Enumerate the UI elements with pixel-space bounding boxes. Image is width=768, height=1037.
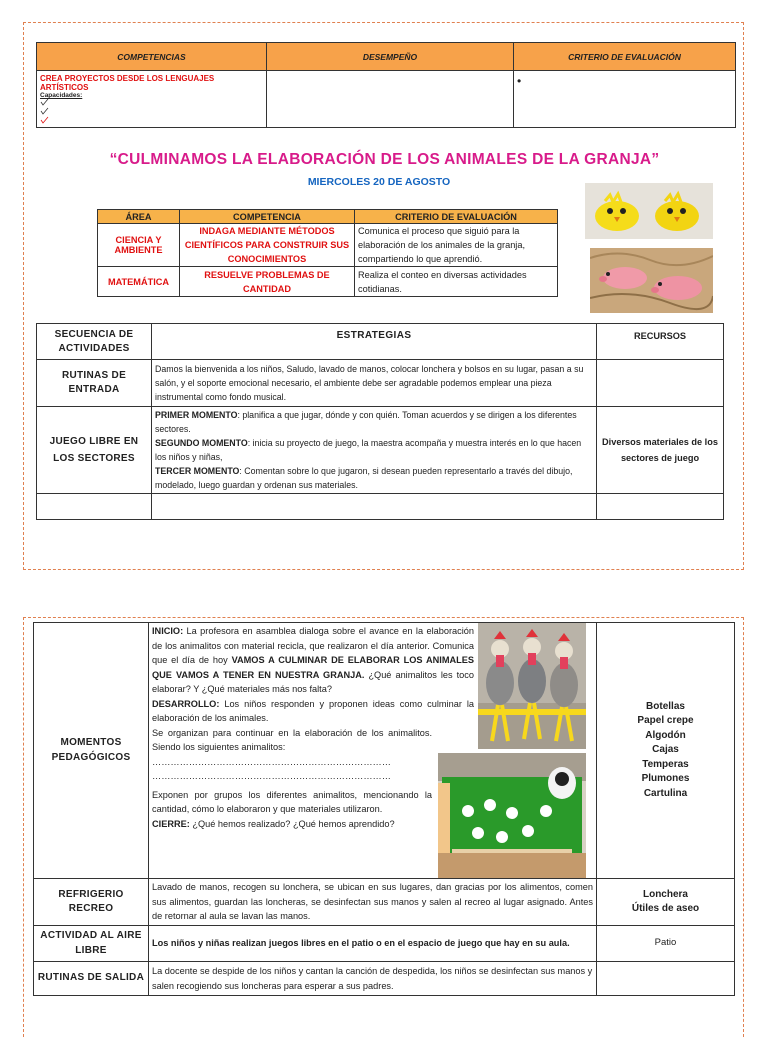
refrigerio-label: REFRIGERIO RECREO <box>34 879 149 926</box>
date-subtitle: MIERCOLES 20 DE AGOSTO <box>307 176 451 188</box>
segundo-momento-text: : inicia su proyecto de juego, la maestra acompaña y muestra interés en lo que hacen los niños y niñas, <box>155 438 582 462</box>
competencia-cell <box>37 71 267 128</box>
rutinas-entrada-text: Damos la bienvenida a los niños, Saludo, lavado de manos, colocar lonchera y bolsos en su lugar, pasan a su salón, y el soporte emocional necesario, el ambiente debe ser agradable podemos emplear una pieza instrumental como fondo musical. <box>152 360 597 407</box>
empty-cell-3 <box>597 494 724 520</box>
competencia-text: CREA PROYECTOS DESDE LOS LENGUAJES ARTÍSTICOS <box>40 74 215 92</box>
cierre-text: ¿Qué hemos realizado? ¿Qué hemos aprendido? <box>189 818 395 829</box>
salida-recursos <box>597 962 735 996</box>
header-criterio: CRITERIO DE EVALUACIÓN <box>514 43 736 71</box>
header-competencia: COMPETENCIA <box>180 210 355 224</box>
header-secuencia: SECUENCIA DE ACTIVIDADES <box>37 324 152 360</box>
aire-libre-text: Los niños y niñas realizan juegos libres en el patio o en el espacio de juego que hay en su aula. <box>149 926 597 962</box>
rutinas-entrada-label: RUTINAS DE ENTRADA <box>37 360 152 407</box>
recurso-1: Papel crepe <box>637 715 694 727</box>
competencia-matematica: RESUELVE PROBLEMAS DE CANTIDAD <box>180 267 355 297</box>
farm-photo <box>438 753 586 878</box>
recurso-2: Algodón <box>645 729 686 741</box>
segundo-momento-label: SEGUNDO MOMENTO <box>155 438 248 448</box>
juego-libre-text <box>152 407 597 494</box>
inicio-bold: VAMOS A CULMINAR DE ELABORAR LOS ANIMALES QUE VAMOS A TENER EN NUESTRA GRANJA. <box>152 655 474 680</box>
inicio-text-2: ¿Qué animalitos les toco elaborar? Y ¿Qué materiales más nos falta? <box>152 669 474 694</box>
page-title: “CULMINAMOS LA ELABORACIÓN DE LOS ANIMALES DE LA GRANJA” <box>109 151 660 168</box>
bullet: • <box>517 74 522 88</box>
primer-momento-text: : planifica a que jugar, dónde y con quién. Toman acuerdos y se dirigen a los diferentes sectores. <box>155 410 577 434</box>
juego-libre-label: JUEGO LIBRE EN LOS SECTORES <box>37 407 152 494</box>
recurso-4: Temperas <box>642 758 689 770</box>
desarrollo-block <box>152 697 474 726</box>
rutinas-entrada-recursos <box>597 360 724 407</box>
criterio-matematica: Realiza el conteo en diversas actividades cotidianas. <box>355 267 558 297</box>
juego-libre-recursos: Diversos materiales de los sectores de juego <box>597 407 724 494</box>
chicks-image <box>585 183 713 239</box>
refrigerio-recursos <box>597 879 735 926</box>
roosters-image <box>478 623 586 749</box>
aire-libre-label: ACTIVIDAD AL AIRE LIBRE <box>34 926 149 962</box>
momentos-label: MOMENTOS PEDAGÓGICOS <box>34 623 149 879</box>
pigs-photo <box>590 248 713 313</box>
inicio-label: INICIO: <box>152 626 184 636</box>
area-ciencia: CIENCIA Y AMBIENTE <box>98 224 180 267</box>
tercer-momento-label: TERCER MOMENTO <box>155 466 240 476</box>
recurso-6: Cartulina <box>643 787 688 799</box>
header-competencias: COMPETENCIAS <box>37 43 267 71</box>
desarrollo-text: Los niños responden y proponen ideas como culminar la elaboración de los animales. <box>152 698 474 723</box>
inicio-text: La profesora en asamblea dialoga sobre el avance en la elaboración de los animalitos con material recicla, que realizaron el día anterior. Comunica que el día de hoy <box>152 626 474 665</box>
salida-label: RUTINAS DE SALIDA <box>34 962 149 996</box>
momentos-recursos <box>597 623 735 879</box>
empty-cell-1 <box>37 494 152 520</box>
page-2 <box>23 617 744 1037</box>
competencias-table <box>36 42 736 128</box>
area-table <box>97 209 558 297</box>
header-desempeno: DESEMPEÑO <box>267 43 514 71</box>
recurso-5: Plumones <box>641 773 690 785</box>
chicks-photo <box>585 183 713 239</box>
checkmark-icons <box>40 99 50 125</box>
momentos-text <box>149 623 597 879</box>
criterio-ciencia: Comunica el proceso que siguió para la elaboración de los animales de la granja, compartiendo lo que aprendió. <box>355 224 558 267</box>
refrigerio-recurso-1: Útiles de aseo <box>631 903 700 914</box>
capacidades-label: Capacidades: <box>40 92 83 99</box>
header-recursos: RECURSOS <box>597 324 724 360</box>
page-1 <box>23 22 744 570</box>
pigs-image <box>590 248 713 313</box>
dots-line-1: …………………………………………………………………… <box>152 756 391 767</box>
desarrollo-label: DESARROLLO: <box>152 698 220 709</box>
recurso-0: Botellas <box>646 700 685 712</box>
recurso-3: Cajas <box>652 744 679 756</box>
header-estrategias: ESTRATEGIAS <box>152 324 597 360</box>
exponen-text: Exponen por grupos los diferentes animalitos, mencionando la cantidad, cómo lo elaboraron y que materiales utilizaron. <box>152 789 432 814</box>
refrigerio-recurso-0: Lonchera <box>642 888 688 900</box>
activities-table <box>36 323 724 520</box>
farm-image <box>438 753 586 878</box>
empty-cell-2 <box>152 494 597 520</box>
header-criterio-evaluacion: CRITERIO DE EVALUACIÓN <box>355 210 558 224</box>
inicio-block <box>152 624 474 697</box>
header-area: ÁREA <box>98 210 180 224</box>
cierre-label: CIERRE: <box>152 818 190 829</box>
competencia-ciencia: INDAGA MEDIANTE MÉTODOS CIENTÍFICOS PARA CONSTRUIR SUS CONOCIMIENTOS <box>180 224 355 267</box>
desempeno-cell <box>267 71 514 128</box>
refrigerio-text: Lavado de manos, recogen su lonchera, se ubican en sus lugares, dan gracias por los alimentos, comen sus alimentos, guardan las loncheras, se desinfectan sus manos y salen al recreo al lugar asignado. Antes de retornar al aula se lavan las manos. <box>149 879 597 926</box>
criterio-cell <box>514 71 736 128</box>
roosters-photo <box>478 623 586 749</box>
tercer-momento-text: : Comentan sobre lo que jugaron, si desean pueden representarlo a través del dibujo, modelado, luego guardan y ordenan sus materiales. <box>155 466 573 490</box>
organizan-text: Se organizan para continuar en la elaboración de los animalitos. Siendo los siguientes animalitos: <box>152 727 432 752</box>
area-matematica: MATEMÁTICA <box>98 267 180 297</box>
salida-text: La docente se despide de los niños y cantan la canción de despedida, los niños se desinfectan sus manos y salen recogiendo sus loncheras para esperar a sus padres. <box>149 962 597 996</box>
aire-libre-recursos: Patio <box>597 926 735 962</box>
moments-table <box>33 622 735 996</box>
primer-momento-label: PRIMER MOMENTO <box>155 410 238 420</box>
dots-line-2: …………………………………………………………………… <box>152 771 391 781</box>
